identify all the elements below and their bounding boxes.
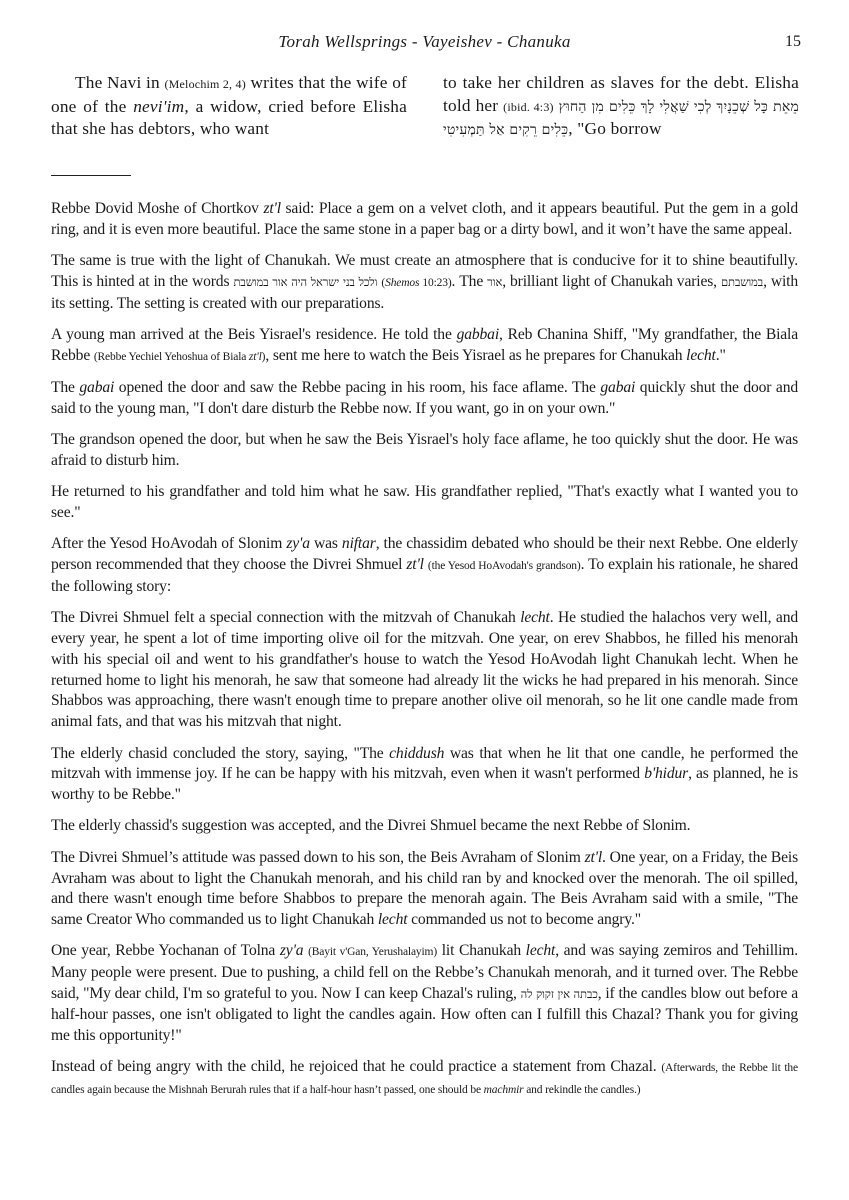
text-run: niftar [341,535,376,553]
footnote-paragraph [51,744,798,806]
source-citation: (Rebbe Yechiel Yehoshua of Biala [93,350,249,363]
text-run: b'hidur [644,765,689,783]
footnote-paragraph [51,608,798,733]
source-citation: and rekindle the candles.) [523,1083,641,1096]
source-citation: Shemos [385,276,420,289]
text-run: zt'l [406,556,424,574]
text-run: , with its setting. The setting is created with our preparations. [51,272,799,312]
main-text-left-column [51,72,407,141]
text-run: The elderly chasid concluded the story, saying, "The [51,744,390,762]
hebrew-text: כבתה אין זקוק לה [520,987,598,1001]
text-run: lecht [686,346,716,364]
text-run: to take her children as slaves for the debt. Elisha told her [443,73,799,115]
hebrew-text: אור [487,274,503,289]
text-run: The grandson opened the door, but when he saw the Beis Yisrael's holy face aflame, he too quickly shut the door. He was afraid to disturb him. [51,431,798,469]
source-citation: (ibid. 4:3) [503,99,554,114]
text-run: , and was saying zemiros and Tehillim. Many people were present. Due to pushing, a child fell on the Rebbe’s Chanukah menorah, and it turned over. The Rebbe said, "My dear child, I'm so grateful to you. Now I can keep Chazal's ruling, [51,942,799,1002]
footnotes [51,199,798,1111]
running-header: Torah Wellsprings - Vayeishev - Chanuka [278,32,571,51]
text-run: , the chassidim debated who should be their next Rebbe. One elderly person recommended that they choose the Divrei Shmuel [51,535,798,574]
text-run: . He studied the halachos very well, and every year, he spent a lot of time importing olive oil for the mitzvah. One year, on erev Shabbos, he filled his menorah with his special oil and went to his grandfather's house to watch the Yesod HoAvodah light Chanukah lecht. When he returned home to light his menorah, he saw that someone had already lit the wicks he had prepared in his menorah. Since Shabbos was approaching, there wasn't enough time to prepare another olive oil menorah, so he lit one candle made from animal fats, and that was his mitzvah that night. [51,609,798,731]
footnote-paragraph [51,325,798,368]
footnote-paragraph [51,199,798,241]
hebrew-text: במושבתם [720,274,764,289]
text-run: zy'a [279,942,304,960]
text-run: . To explain his rationale, he shared the following story: [51,556,798,595]
text-run: lecht [520,609,550,627]
text-run: The elderly chassid's suggestion was accepted, and the Divrei Shmuel became the next Rebbe of Slonim. [51,817,691,835]
text-run: , as planned, he is worthy to be Rebbe." [51,765,798,804]
hebrew-text: מֵאֵת כָּל שְׁכֵנָיִךְ כֵּלִים רֵקִים אַל תַּמְעִיטִי [443,98,799,138]
text-run: The Navi in [75,73,165,92]
footnote-paragraph [51,482,798,524]
text-run: , "Go borrow [568,119,662,138]
text-run: zy'a [286,535,310,553]
text-run: The Divrei Shmuel felt a special connection with the mitzvah of Chanukah [51,609,521,627]
hebrew-text: ולכל בני ישראל היה אור במושבת [233,274,378,289]
text-run: One year, Rebbe Yochanan of Tolna [51,942,280,960]
text-run: opened the door and saw the Rebbe pacing in his room, his face aflame. The [114,379,601,397]
text-run: lecht [525,942,556,960]
footnote-divider [51,175,131,176]
text-run: , Reb Chanina Shiff, "My grandfather, the Biala Rebbe [51,325,798,364]
text-run: chiddush [389,744,445,762]
text-run: , sent me here to watch the Beis Yisrael as he prepares for Chanukah [265,346,687,364]
footnote-paragraph [51,816,798,837]
footnote-paragraph [51,534,798,597]
text-run: The same is true with the light of Chanukah. We must create an atmosphere that is conducive for it to shine beautifully. This is hinted at in the words [51,252,798,290]
text-run: The Divrei Shmuel’s attitude was passed down to his son, the Beis Avraham of Slonim [51,848,585,866]
text-run: A young man arrived at the Beis Yisrael's residence. He told the [51,325,457,343]
text-run: was that when he lit that one candle, he performed the mitzvah with immense joy. If he can be happy with his mitzvah, even when it wasn't performed [51,744,798,783]
footnote-paragraph [51,378,798,420]
source-citation: ) [261,350,266,363]
text-run: , a widow, cried before Elisha that she has debtors, who want [51,96,407,138]
source-citation: (Bayit v'Gan, Yerushalayim) [308,946,438,959]
footnote-paragraph [51,251,798,314]
text-run: After the Yesod HoAvodah of Slonim [51,535,287,553]
footnote-paragraph [51,430,798,472]
text-run: zt'l [584,848,603,866]
text-run: lecht [377,911,408,929]
text-run: . One year, on a Friday, the Beis Avraham was about to light the Chanukah menorah, and his child ran by and knocked over the menorah. The oil spilled, and there wasn't enough time before Shabbos to prepare the menorah again. The Beis Avraham said with a smile, "The same Creator Who commanded us to light Chanukah [51,848,798,929]
text-run: quickly shut the door and said to the young man, "I don't dare disturb the Rebbe now. If you want, go in on your own." [51,379,799,417]
text-run: lit Chanukah [437,942,526,960]
text-run: He returned to his grandfather and told him what he saw. His grandfather replied, "That's exactly what I wanted you to see." [51,483,798,522]
text-run: gabai [600,379,636,397]
main-text-right-column [443,72,799,142]
footnote-paragraph [51,1057,798,1101]
page-number: 15 [785,33,801,50]
text-run: , if the candles blow out before a half-hour passes, one isn't obligated to light the candles again. How often can I fulfill this Chazal? Thank you for giving me this opportunity!" [51,985,798,1044]
source-citation: machmir [483,1083,524,1096]
text-run: zt'l [263,200,281,217]
text-run: writes that the wife of one of the [51,73,408,116]
text-run: said: Place a gem on a velvet cloth, and it appears beautiful. Put the gem in a gold ring, and it is even more beautiful. Place the same stone in a paper bag or a dirty bowl, and it won’t have the same appeal. [51,200,798,238]
source-citation: (Afterwards, the Rebbe lit the candles again because the Mishnah Berurah rules that if a half-hour hasn’t passed, one should be [51,1061,798,1096]
text-run: was [309,535,342,553]
footnote-paragraph [51,848,798,931]
text-run: gabai [79,379,115,397]
text-run: Instead of being angry with the child, he rejoiced that he could practice a statement from Chazal. [51,1057,662,1075]
text-run: The [51,379,80,397]
text-run: . The [451,272,488,290]
source-citation: 10:23) [419,276,452,289]
text-run: gabbai [456,325,500,343]
source-citation: (the Yesod HoAvodah's grandson) [427,560,581,573]
source-citation: ( [381,276,386,289]
source-citation: zt'l [248,350,262,363]
text-run: , brilliant light of Chanukah varies, [502,272,721,290]
text-run: Rebbe Dovid Moshe of Chortkov [51,200,264,217]
text-run: commanded us not to become angry." [407,911,641,929]
text-run: nevi'im [133,96,185,116]
hebrew-text: לְכִי שַׁאֲלִי לָךְ כֵּלִים מִן הַחוּץ [558,98,712,115]
footnote-paragraph [51,941,798,1046]
text-run: ." [715,346,726,364]
source-citation: (Melochim 2, 4) [164,77,246,91]
